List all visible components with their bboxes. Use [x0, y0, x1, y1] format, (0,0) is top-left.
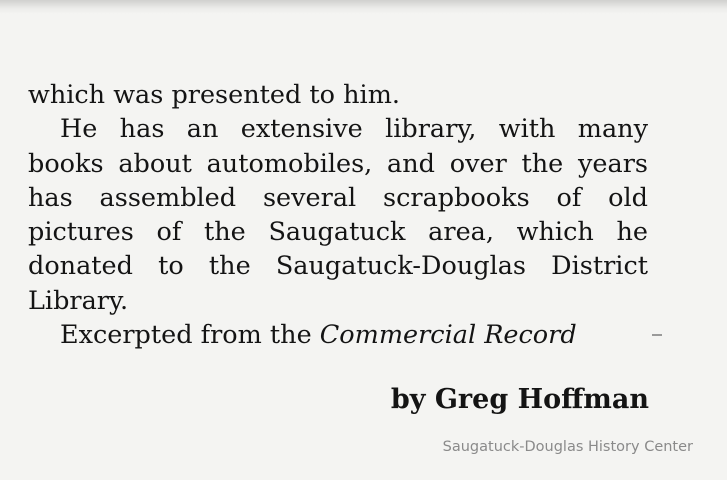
- byline: by Greg Hoffman: [390, 384, 649, 415]
- article-line: He has an extensive library, with many: [60, 114, 648, 145]
- article-text: [28, 78, 648, 352]
- watermark: Saugatuck-Douglas History Center: [442, 439, 693, 455]
- page-top-edge: [0, 0, 727, 14]
- article-line: Library.: [28, 285, 129, 316]
- article-line: pictures of the Saugatuck area, which he: [28, 217, 648, 248]
- article-line: books about automobiles, and over the years: [28, 148, 648, 179]
- print-smudge: [652, 334, 662, 336]
- article-line: has assembled several scrapbooks of old: [28, 182, 648, 213]
- excerpt-prefix: Excerpted from the: [60, 320, 312, 351]
- article-line: which was presented to him.: [28, 80, 400, 110]
- excerpt-credit: [28, 318, 648, 352]
- excerpt-source: Commercial Record: [319, 320, 577, 351]
- article-line: donated to the Saugatuck-Douglas District: [28, 251, 648, 282]
